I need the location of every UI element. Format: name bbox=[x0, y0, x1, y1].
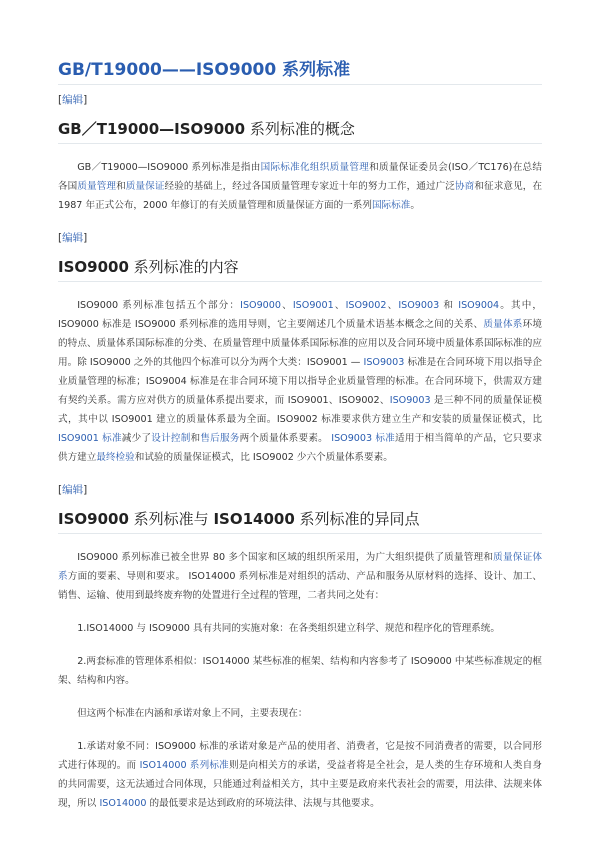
text-run: 1.承诺对象不同：ISO9000 标准的承诺对象是产品的使用者、消费者，它是按不同消费者的需要，以合同形式进行体现的。而 bbox=[58, 741, 542, 771]
text-run: 和征求意见，在 1987 年正式公布，2000 年修订的有关质量管理和质量保证方面的一系列 bbox=[58, 181, 543, 211]
inline-link[interactable]: 质量保证体系 bbox=[58, 552, 542, 582]
text-run: 环境的特点、质量体系国际标准的分类、在质量管理中质量体系国际标准的应用以及合同环境中质量体系国际标准的应用。除 ISO9000 之外的其他四个标准可以分为两个大类：ISO9001 — bbox=[58, 319, 543, 368]
inline-link[interactable]: 最终检验 bbox=[96, 452, 135, 463]
inline-link[interactable]: ISO9000 bbox=[240, 300, 281, 311]
text-run: 、 bbox=[386, 300, 399, 311]
inline-link[interactable]: 质量保证 bbox=[125, 181, 165, 192]
text-run: 减少了 bbox=[121, 433, 152, 444]
text-run: 和质量保证委员会(ISO／TC176)在总结各国 bbox=[58, 162, 543, 192]
text-run: 标准是在合同环境下用以指导企业质量管理的标准；ISO9004 标准是在非合同环境下用以指导企业质量管理的标准。在合同环境下，供需双方建有契约关系。需方应对供方的质量体系提出要求，而 ISO9001、ISO9002、 bbox=[58, 357, 542, 406]
text-run: 1.ISO14000 与 ISO9000 具有共同的实施对象：在各类组织建立科学、规范和程序化的管理系统。 bbox=[77, 623, 500, 634]
paragraph bbox=[58, 704, 542, 723]
inline-link[interactable]: 协商 bbox=[454, 181, 475, 192]
edit-link-3[interactable]: [编辑] bbox=[58, 484, 88, 496]
text-run: 和试验的质量保证模式，比 ISO9002 少六个质量体系要素。 bbox=[134, 452, 393, 463]
text-run: 和 bbox=[190, 433, 201, 444]
edit-link-1[interactable]: [编辑] bbox=[58, 94, 88, 106]
section-title-concept: GB／T19000—ISO9000 系列标准的概念 bbox=[58, 119, 542, 144]
text-run: 方面的要素、导则和要求。 ISO14000 系列标准是对组织的活动、产品和服务从原材料的选择、设计、加工、销售、运输、使用到最终废弃物的处置进行全过程的管理，二者共同之处有： bbox=[58, 571, 543, 601]
text-run: 是三种不同的质量保证模式，其中以 ISO9001 建立的质量体系最为全面。ISO9002 标准要求供方建立生产和安装的质量保证模式，比 bbox=[58, 395, 542, 425]
paragraph bbox=[58, 737, 542, 813]
inline-link[interactable]: ISO9001 bbox=[292, 300, 334, 311]
section-title-comparison: ISO9000 系列标准与 ISO14000 系列标准的异同点 bbox=[58, 509, 542, 534]
inline-link[interactable]: ISO9003 bbox=[398, 300, 440, 311]
text-run: ISO9000 系列标准已被全世界 80 多个国家和区域的组织所采用，为广大组织提供了质量管理和 bbox=[77, 552, 494, 563]
text-run: 则是向相关方的承诺，受益者将是全社会，是人类的生存环境和人类自身的共同需要，这无法通过合同体现，只能通过利益相关方，其中主要是政府来代表社会的需要，用法律、法规来体现，所以 bbox=[58, 760, 542, 809]
text-run: 的最低要求是达到政府的环境法律、法规与其他要求。 bbox=[146, 798, 380, 809]
paragraph bbox=[58, 548, 542, 605]
inline-link[interactable]: ISO9001 标准 bbox=[58, 433, 122, 444]
inline-link[interactable]: ISO14000 bbox=[99, 798, 147, 809]
text-run: 、 bbox=[333, 300, 346, 311]
inline-link[interactable]: 设计控制 bbox=[151, 433, 191, 444]
inline-link[interactable]: ISO9003 bbox=[363, 357, 405, 368]
inline-link[interactable]: 质量管理 bbox=[77, 181, 117, 192]
page-title: GB/T19000——ISO9000 系列标准 bbox=[58, 0, 542, 85]
text-run: 、 bbox=[281, 300, 293, 311]
paragraph bbox=[58, 296, 542, 467]
inline-link[interactable]: ISO9003 标准 bbox=[331, 433, 396, 444]
inline-link[interactable]: ISO14000 系列标准 bbox=[139, 760, 229, 771]
inline-link[interactable]: ISO9002 bbox=[345, 300, 387, 311]
inline-link[interactable]: 国际标准化组织 bbox=[260, 162, 330, 173]
text-run: 。其中， ISO9000 标准是 ISO9000 系列标准的选用导则，它主要阐述几个质量术语基本概念之间的关系、 bbox=[58, 300, 543, 330]
text-run: 经验的基础上，经过各国质量管理专家近十年的努力工作，通过广泛 bbox=[164, 181, 455, 192]
text-run: 适用于相当简单的产品，它只要求供方建立 bbox=[58, 433, 543, 463]
text-run: 但这两个标准在内涵和承诺对象上不同，主要表现在： bbox=[77, 708, 308, 719]
inline-link[interactable]: ISO9003 bbox=[389, 395, 431, 406]
section-title-content: ISO9000 系列标准的内容 bbox=[58, 257, 542, 282]
text-run: 两个质量体系要素。 bbox=[239, 433, 332, 444]
section-body-content bbox=[58, 296, 542, 467]
inline-link[interactable]: 质量管理 bbox=[329, 162, 370, 173]
paragraph bbox=[58, 619, 542, 638]
inline-link[interactable]: 国际标准 bbox=[371, 200, 411, 211]
inline-link[interactable]: 售后服务 bbox=[200, 433, 240, 444]
text-run: 和 bbox=[439, 300, 459, 311]
inline-link[interactable]: 质量体系 bbox=[483, 319, 523, 330]
paragraph bbox=[58, 158, 542, 215]
text-run: GB／T19000—ISO9000 系列标准是指由 bbox=[77, 162, 261, 173]
section-body-comparison bbox=[58, 548, 542, 813]
text-run: 和 bbox=[116, 181, 126, 192]
section-body-concept bbox=[58, 158, 542, 215]
edit-link-2[interactable]: [编辑] bbox=[58, 232, 88, 244]
paragraph bbox=[58, 652, 542, 690]
text-run: 。 bbox=[410, 200, 420, 211]
inline-link[interactable]: ISO9004 bbox=[458, 300, 500, 311]
text-run: 2.两套标准的管理体系相似：ISO14000 某些标准的框架、结构和内容参考了 ISO9000 中某些标准规定的框架、结构和内容。 bbox=[58, 656, 542, 686]
text-run: ISO9000 系列标准包括五个部分： bbox=[77, 300, 241, 311]
